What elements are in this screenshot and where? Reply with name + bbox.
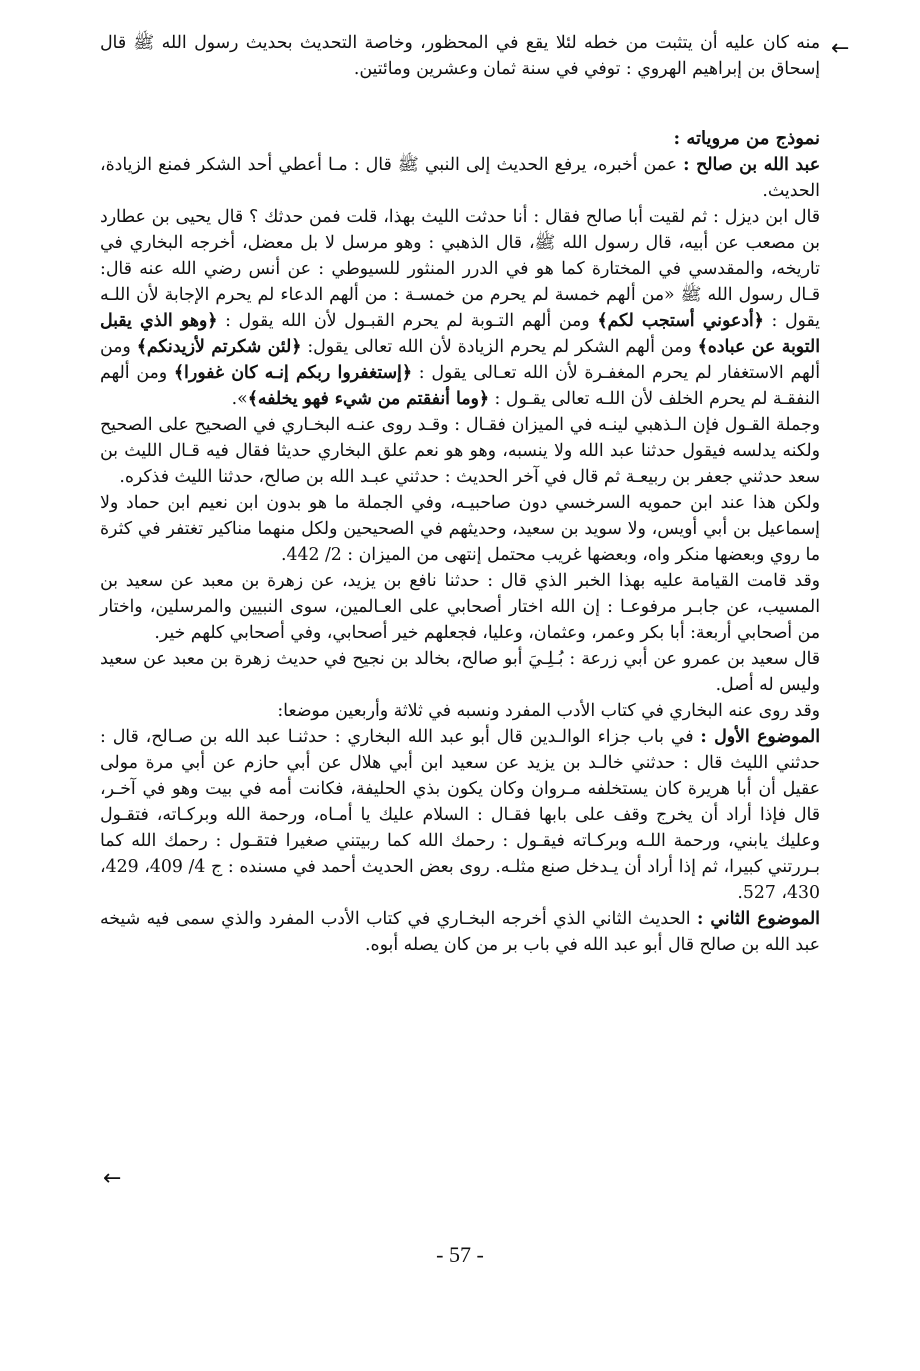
ibn-dizil-text-2: ومن ألهم التـوبة لم يحرم القبـول لأن الله يقول : [217, 311, 598, 331]
said-paragraph: قال سعيد بن عمرو عن أبي زرعة : بُـلِـيَ أبو صالح، بخالد بن نجيح في حديث زهرة بن معبد عن سعيد وليس له أصل. [100, 649, 820, 695]
narrator-name: عبد الله بن صالح : [683, 155, 821, 175]
continuation-arrow: ← [831, 36, 850, 61]
jumla-paragraph: وجملة القـول فإن الـذهبي لينـه في الميزان فقـال : وقـد روى عنـه البخـاري في الصحيح على الصحيح ولكنه يدلسه فيقول حدثنا عبد الله ولا ينسبه، وهو هو نعم علق البخاري حديثا فقال فيه قـال الليث بن سعد حدثني جعفر بن ربيعـة ثم قال في آخر الحديث : حدثني عبـد الله بن صالح، حدثنا الليث فذكره. [100, 415, 820, 487]
narrator-text: عمن أخبره، يرفع الحديث إلى النبي ﷺ قال : مـا أعطي أحد الشكر فمنع الزيادة، الحديث. [100, 155, 820, 201]
narrator-paragraph [100, 152, 820, 204]
section-heading: نموذج من مروياته : [673, 128, 820, 149]
topic-1-label: الموضوع الأول : [700, 727, 820, 747]
ibn-dizil-text-4: ومن ألهم الاستغفار لم يحرم المغفـرة لأن الله تعـالى يقول : [100, 337, 820, 383]
ibn-dizil-text-3: ومن ألهم الشكر لم يحرم الزيادة لأن الله تعالى يقول: [301, 337, 698, 357]
topic-1-text: في باب جزاء الوالـدين قال أبو عبد الله البخاري : حدثنـا عبد الله بن صـالح، قال : حدثني الليث قال : حدثني خالـد بن يزيد عن سعيد ابن أبي هلال عن أبي حازم عن أبي مرة مولى عقيل أن أبا هريرة كان يستخلفه مـروان وكان يكون بذي الحليفة، فكانت أمه في بيت وهو في آخـر، قال فإذا أراد أن يخرج وقف على بابها فقـال : السلام عليك يا أمـاه، ورحمة الله وبركـاته، فتقـول وعليك يابني، ورحمة اللـه وبركـاته فيقـول : رحمك الله كما ربيتني صغيرا فتقـول : رحمك الله كما بـررتني كبيرا، ثم إذا أراد أن يـدخل صنع مثلـه. روى بعض الحديث أحمد في مسنده : ج 4/ 409، 429، 430، 527. [100, 727, 820, 903]
quran-verse-4: ﴿إستغفروا ربكم إنـه كان غفورا﴾ [173, 363, 412, 383]
end-arrow: ← [103, 1166, 122, 1191]
page-body [100, 30, 820, 1330]
topic-2-text: الحديث الثاني الذي أخرجه البخـاري في كتاب الأدب المفرد والذي سمى فيه شيخه عبد الله بن صالح قال أبو عبد الله في باب بر من كان يصله أبوه. [100, 909, 820, 955]
ibn-dizil-text-6: ». [231, 389, 248, 409]
rawa-paragraph: وقد روى عنه البخاري في كتاب الأدب المفرد ونسبه في ثلاثة وأربعين موضعا: [277, 701, 820, 721]
qamat-paragraph: وقد قامت القيامة عليه بهذا الخبر الذي قال : حدثنا نافع بن يزيد، عن زهرة بن معبد عن سعيد بن المسيب، عن جابـر مرفوعـا : إن الله اختار أصحابي على العـالمين، سوى النبيين والمرسلين، واختار من أصحابي أربعة: أبا بكر وعمر، وعثمان، وعليا، فجعلهم خير أصحابي، وفي أصحابي كلهم خير. [100, 571, 820, 643]
quran-verse-1: ﴿أدعوني أستجب لكم﴾ [597, 311, 764, 331]
intro-paragraph: منه كان عليه أن يتثبت من خطه لئلا يقع في المحظور، وخاصة التحديث بحديث رسول الله ﷺ قال إسحاق بن إبراهيم الهروي : توفي في سنة ثمان وعشرين ومائتين. [100, 33, 820, 79]
topic-1-paragraph [100, 724, 820, 906]
page-number: - 57 - [436, 1242, 484, 1267]
topic-2-paragraph [100, 906, 820, 958]
ibn-dizil-text-5: ومن ألهم النفقـة لم يحرم الخلف لأن اللـه تعالى يقـول : [100, 363, 820, 409]
quran-verse-3: ﴿لئن شكرتم لأزيدنكم﴾ [136, 337, 302, 357]
ibn-dizil-paragraph [100, 204, 820, 412]
lakin-paragraph: ولكن هذا عند ابن حمويه السرخسي دون صاحبيـه، وفي الجملة ما هو بدون ابن نعيم ابن حماد ولا إسماعيل بن أبي أويس، ولا سويد بن سعيد، وحديثهم في الصحيحين ولكل منهما مناكير تغتفر في كثرة ما روي وبعضها منكر واه، وبعضها غريب محتمل إنتهى من الميزان : 2/ 442. [100, 493, 820, 565]
quran-verse-5: ﴿وما أنفقتم من شيء فهو يخلفه﴾ [247, 389, 489, 409]
topic-2-label: الموضوع الثاني : [697, 909, 820, 929]
quran-verse-2: ﴿وهو الذي يقبل التوبة عن عباده﴾ [100, 311, 820, 357]
ibn-dizil-text: قال ابن ديزل : ثم لقيت أبا صالح فقال : أنا حدثت الليث بهذا، قلت فمن حدثك ؟ قال يحيى بن عطارد بن مصعب عن أبيه، قال رسول الله ﷺ، قال الذهبي : وهو مرسل لا بل معضل، أخرجه البخاري في تاريخه، والمقدسي في المختارة كما هو في الدرر المنثور للسيوطي : عن أنس رضي الله عنه قال: قـال رسول الله ﷺ «من ألهم خمسة لم يحرم من خمسـة : من ألهم الدعاء لم يحرم الإجابة لأن اللـه يقول : [100, 207, 820, 331]
